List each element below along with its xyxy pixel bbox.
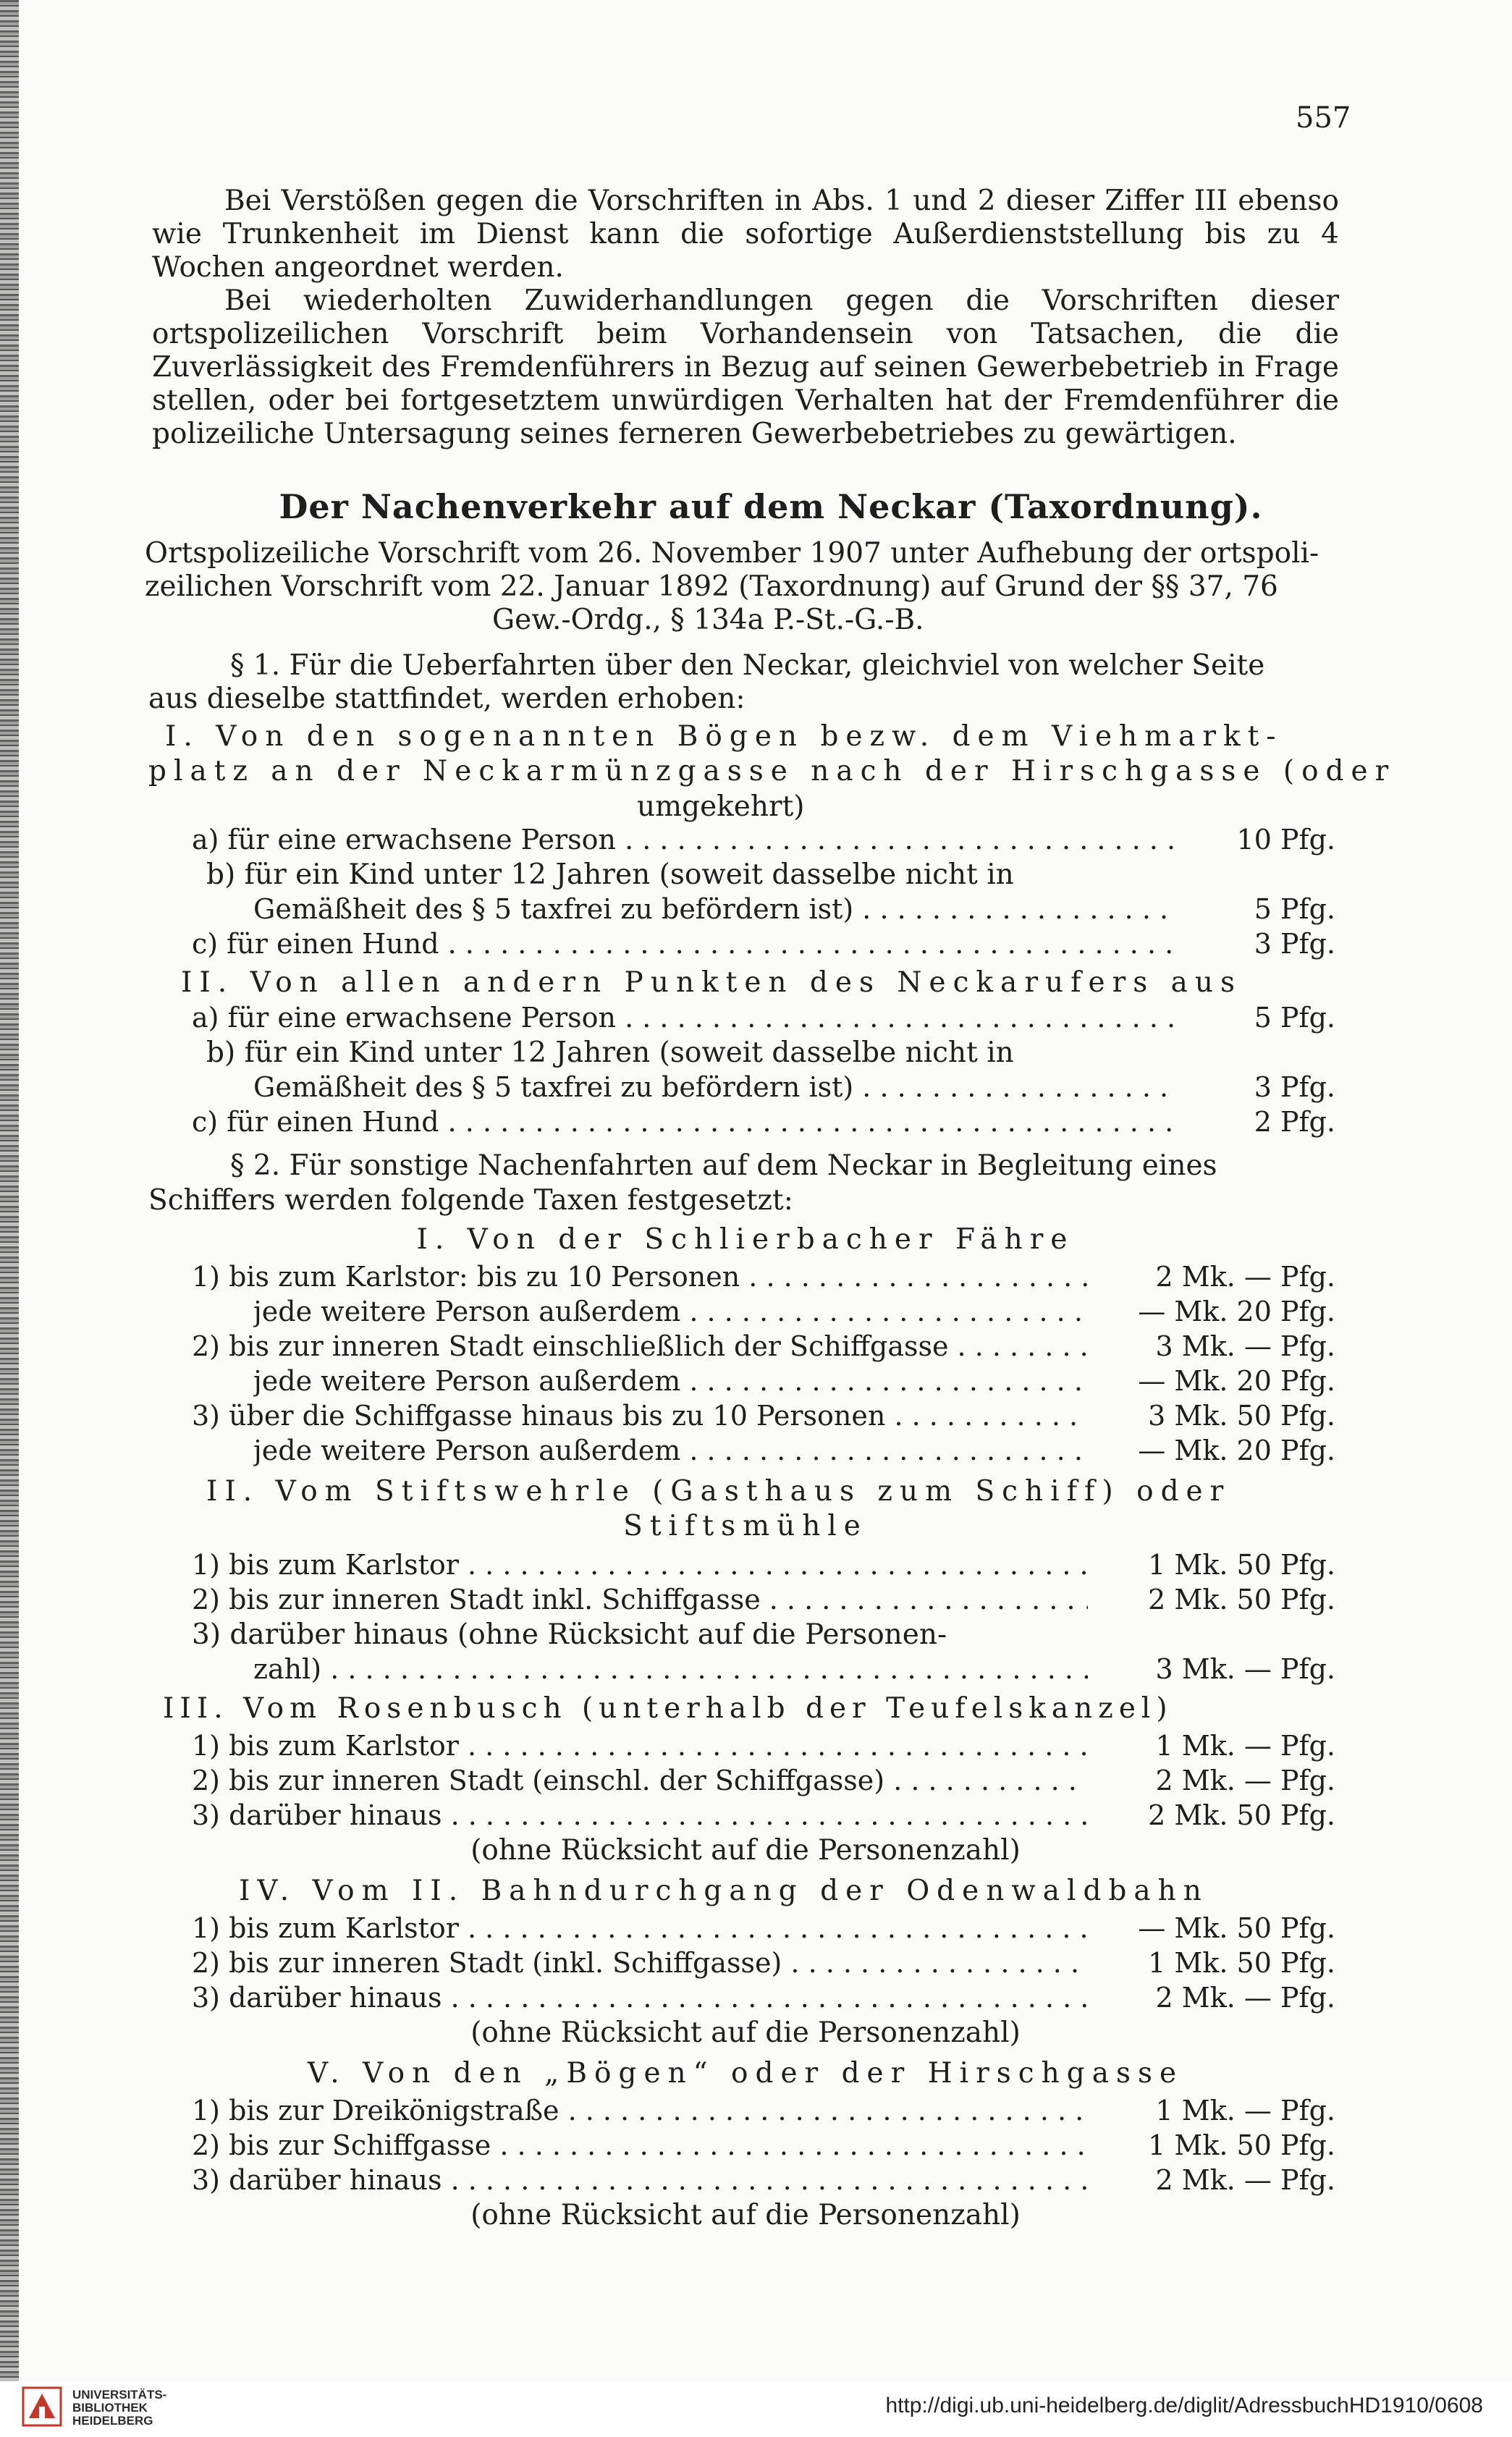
list-item: 3) über die Schiffgasse hinaus bis zu 10 Personen . . . 3 Mk. 50 Pfg. (192, 1400, 1335, 1433)
library-name: UNIVERSITÄTS- BIBLIOTHEK HEIDELBERG (72, 2388, 167, 2428)
regulation-line-2: zeilichen Vorschrift vom 22. Januar 1892 (Taxordnung) auf Grund der §§ 37, 76 (145, 570, 1278, 603)
crossing-I-heading-3: umgekehrt) (637, 790, 805, 823)
list-item: 2) bis zur inneren Stadt inkl. Schiffgasse . . . 2 Mk. 50 Pfg. (192, 1584, 1335, 1617)
list-item: c) für einen Hund . . . 3 Pfg. (192, 928, 1335, 961)
fahrt-V-heading: V. Von den „Bögen“ oder der Hirschgasse (307, 2057, 1184, 2090)
list-item: 3) darüber hinaus . . . 2 Mk. 50 Pfg. (192, 1799, 1335, 1833)
list-item: 2) bis zur inneren Stadt (inkl. Schiffgasse) . . . 1 Mk. 50 Pfg. (192, 1947, 1335, 1980)
list-item: c) für einen Hund . . . 2 Pfg. (192, 1106, 1335, 1139)
intro-paragraph-2: Bei wiederholten Zuwiderhandlungen gegen die Vorschriften dieser ortspolizeilichen Vorschrift beim Vorhandensein von Tatsachen, die die Zuverlässigkeit des Fremdenführers in Bezug auf seinen Gewerbebetrieb in Frage stellen, oder bei fortgesetztem unwürdigen Verhalten hat der Fremdenführer die polizeiliche Untersagung seines ferneren Gewerbebetriebes zu gewärtigen. (152, 284, 1339, 450)
paragraph-2-line-2: Schiffers werden folgende Taxen festgesetzt: (148, 1184, 793, 1217)
list-item: Gemäßheit des § 5 taxfrei zu befördern ist) . . . 5 Pfg. (253, 893, 1335, 926)
fahrt-V-note: (ohne Rücksicht auf die Personenzahl) (470, 2199, 1021, 2231)
list-item: 1) bis zur Dreikönigstraße . . . 1 Mk. — Pfg. (192, 2095, 1335, 2128)
page-number: 557 (1296, 101, 1351, 135)
paragraph-2-line-1: § 2. Für sonstige Nachenfahrten auf dem Neckar in Begleitung eines (230, 1149, 1217, 1182)
university-library-logo-icon (22, 2386, 62, 2427)
list-item: Gemäßheit des § 5 taxfrei zu befördern ist) . . . 3 Pfg. (253, 1071, 1335, 1105)
paragraph-1-line-1: § 1. Für die Ueberfahrten über den Neckar, gleichviel von welcher Seite (230, 649, 1265, 682)
source-url-link[interactable]: http://digi.ub.uni-heidelberg.de/diglit/AdressbuchHD1910/0608 (885, 2394, 1483, 2417)
list-item: 3) darüber hinaus . . . 2 Mk. — Pfg. (192, 2164, 1335, 2197)
fahrt-III-heading: III. Vom Rosenbusch (unterhalb der Teufelskanzel) (163, 1692, 1173, 1725)
list-item: b) für ein Kind unter 12 Jahren (soweit dasselbe nicht in (206, 1036, 1014, 1069)
list-item: 2) bis zur inneren Stadt (einschl. der Schiffgasse) . . . 2 Mk. — Pfg. (192, 1765, 1335, 1798)
fahrt-IV-note: (ohne Rücksicht auf die Personenzahl) (470, 2016, 1021, 2049)
list-item: zahl) . . . 3 Mk. — Pfg. (253, 1653, 1335, 1686)
list-item: jede weitere Person außerdem . . . — Mk. 20 Pfg. (253, 1435, 1335, 1468)
crossing-II-heading: II. Von allen andern Punkten des Neckarufers aus (181, 966, 1243, 999)
list-item: a) für eine erwachsene Person . . . 5 Pfg. (192, 1002, 1335, 1035)
crossing-I-heading-1: I. Von den sogenannten Bögen bezw. dem Viehmarkt- (165, 720, 1283, 753)
list-item: jede weitere Person außerdem . . . — Mk. 20 Pfg. (253, 1365, 1335, 1398)
list-item: a) für eine erwachsene Person . . . 10 Pfg. (192, 824, 1335, 857)
list-item: 3) darüber hinaus (ohne Rücksicht auf die Personen- (192, 1618, 947, 1651)
list-item: b) für ein Kind unter 12 Jahren (soweit dasselbe nicht in (206, 858, 1014, 891)
regulation-line-3: Gew.-Ordg., § 134a P.-St.-G.-B. (492, 604, 924, 636)
scan-edge (0, 0, 19, 2410)
list-item: 3) darüber hinaus . . . 2 Mk. — Pfg. (192, 1982, 1335, 2015)
list-item: 1) bis zum Karlstor . . . 1 Mk. 50 Pfg. (192, 1549, 1335, 1582)
paragraph-1-line-2: aus dieselbe stattfindet, werden erhoben: (148, 683, 746, 715)
section-title: Der Nachenverkehr auf dem Neckar (Taxordnung). (279, 487, 1263, 526)
list-item: 2) bis zur Schiffgasse . . . 1 Mk. 50 Pfg. (192, 2129, 1335, 2163)
list-item: 1) bis zum Karlstor . . . — Mk. 50 Pfg. (192, 1912, 1335, 1946)
fahrt-II-heading-2: Stiftsmühle (623, 1510, 868, 1542)
regulation-line-1: Ortspolizeiliche Vorschrift vom 26. November 1907 unter Aufhebung der ortspoli- (145, 537, 1319, 570)
list-item: 1) bis zum Karlstor . . . 1 Mk. — Pfg. (192, 1730, 1335, 1763)
crossing-I-heading-2: platz an der Neckarmünzgasse nach der Hirschgasse (oder (148, 755, 1396, 787)
intro-paragraph-1: Bei Verstößen gegen die Vorschriften in Abs. 1 und 2 dieser Ziffer III ebenso wie Trunkenheit im Dienst kann die sofortige Außerdienststellung bis zu 4 Wochen angeordnet werden. (152, 185, 1339, 284)
fahrt-III-note: (ohne Rücksicht auf die Personenzahl) (470, 1834, 1021, 1867)
fahrt-II-heading-1: II. Vom Stiftswehrle (Gasthaus zum Schiff) oder (206, 1475, 1231, 1508)
list-item: 2) bis zur inneren Stadt einschließlich der Schiffgasse . . . 3 Mk. — Pfg. (192, 1330, 1335, 1364)
fahrt-IV-heading: IV. Vom II. Bahndurchgang der Odenwaldbahn (239, 1875, 1209, 1907)
list-item: 1) bis zum Karlstor: bis zu 10 Personen . . . 2 Mk. — Pfg. (192, 1261, 1335, 1294)
list-item: jede weitere Person außerdem . . . — Mk. 20 Pfg. (253, 1296, 1335, 1329)
fahrt-I-heading: I. Von der Schlierbacher Fähre (416, 1223, 1075, 1256)
